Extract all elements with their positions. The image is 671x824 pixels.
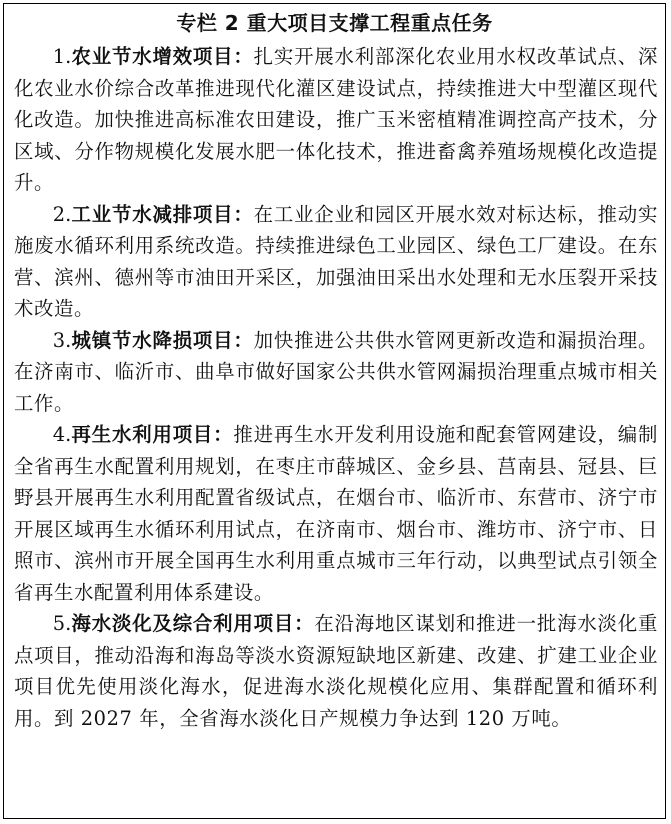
item-text: 扎实开展水利部深化农业用水权改革试点、深化农业水价综合改革推进现代化灌区建设试点，持续推进大中型灌区现代化改造。加快推进高标准农田建设，推广玉米密植精准调控高产技术，分区域、分作物规模化发展水肥一体化技术，推进畜禽养殖场规模化改造提升。 bbox=[14, 45, 659, 194]
item-number: 3. bbox=[52, 328, 72, 352]
box-title: 专栏 2 重大项目支撑工程重点任务 bbox=[176, 11, 493, 35]
task-item-agriculture bbox=[4, 41, 665, 199]
item-text: 在工业企业和园区开展水效对标达标，推动实施废水循环利用系统改造。持续推进绿色工业园区、绿色工厂建设。在东营、滨州、德州等市油田开采区，加强油田采出水处理和无水压裂开采技术改造。 bbox=[14, 202, 659, 320]
item-label: 海水淡化及综合利用项目： bbox=[71, 612, 315, 635]
item-label: 农业节水增效项目： bbox=[71, 45, 254, 68]
task-item-reclaimed-water bbox=[4, 419, 665, 608]
item-number: 4. bbox=[52, 423, 72, 446]
feature-box bbox=[3, 3, 666, 819]
task-item-urban bbox=[4, 325, 665, 420]
item-label: 再生水利用项目： bbox=[71, 423, 234, 446]
item-label: 工业节水减排项目： bbox=[71, 202, 254, 226]
item-number: 5. bbox=[52, 612, 72, 635]
task-item-industry bbox=[4, 199, 665, 325]
item-number: 2. bbox=[52, 202, 72, 226]
item-text: 推进再生水开发利用设施和配套管网建设，编制全省再生水配置利用规划，在枣庄市薛城区、金乡县、莒南县、冠县、巨野县开展再生水利用配置省级试点，在烟台市、临沂市、东营市、济宁市开展区域再生水循环利用试点，在济南市、烟台市、潍坊市、济宁市、日照市、滨州市开展全国再生水利用重点城市三年行动，以典型试点引领全省再生水配置利用体系建设。 bbox=[14, 423, 658, 604]
item-number: 1. bbox=[52, 45, 72, 68]
item-text: 加快推进公共供水管网更新改造和漏损治理。在济南市、临沂市、曲阜市做好国家公共供水管网漏损治理重点城市相关工作。 bbox=[14, 328, 659, 415]
item-text: 在沿海地区谋划和推进一批海水淡化重点项目，推动沿海和海岛等淡水资源短缺地区新建、改建、扩建工业企业项目优先使用淡化海水，促进海水淡化规模化应用、集群配置和循环利用。到 2027 年，全省海水淡化日产规模力争达到 120 万吨。 bbox=[14, 612, 659, 730]
task-item-desalination bbox=[4, 608, 665, 734]
item-label: 城镇节水降损项目： bbox=[71, 328, 254, 352]
